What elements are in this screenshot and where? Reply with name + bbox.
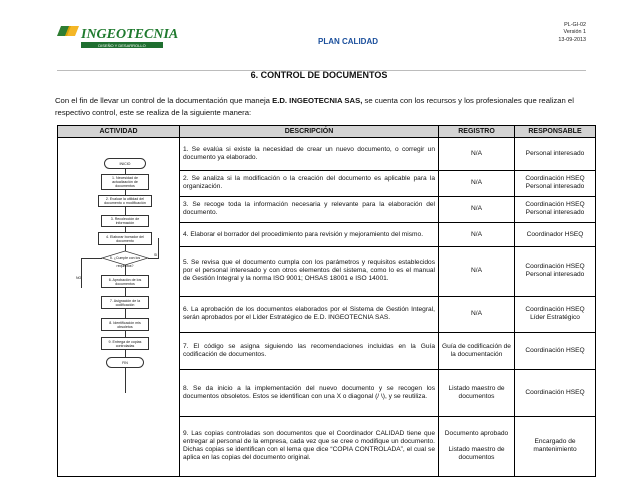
intro-paragraph [55,95,595,119]
flow-step-3: 3. Recolección de información [101,215,149,227]
svg-text:DISEÑO Y DESARROLLO: DISEÑO Y DESARROLLO [98,43,146,48]
table-row [58,138,596,171]
row-3-description: 3. Se recoge toda la información necesaria y relevante para la elaboración del documento. [180,196,439,222]
col-responsable: RESPONSABLE [515,126,596,138]
row-4-registro: N/A [439,222,515,247]
flow-step-9: 9. Entrega de copias controladas [101,337,149,350]
flow-start: INICIO [104,158,146,169]
row-7-description: 7. El código se asigna siguiendo las recomendaciones incluidas en la Guía codificación de documentos. [180,333,439,370]
row-3-responsable: Coordinación HSEQ Personal interesado [515,196,596,222]
svg-text:INGEOTECNIA: INGEOTECNIA [81,27,179,42]
procedure-table [57,125,596,477]
flow-step-7: 7. Asignación de la codificación [101,296,149,309]
row-7-registro: Guía de codificación de la documentación [439,333,515,370]
col-actividad: ACTIVIDAD [58,126,180,138]
document-code: PL-GI-02 [564,22,586,28]
flow-end: FIN [106,357,144,368]
row-5-registro: N/A [439,247,515,296]
intro-part2: se cuenta con los recursos y los profesionales que realizan el respectivo control, este se realiza de la siguiente manera: [55,96,574,117]
intro-part1: Con el fin de llevar un control de la documentación que maneja [55,96,273,105]
col-descripcion: DESCRIPCIÓN [180,126,439,138]
section-title: 6. CONTROL DE DOCUMENTOS [250,70,388,80]
row-2-registro: N/A [439,170,515,196]
row-9-registro: Documento aprobado Listado maestro de documentos [439,416,515,476]
flow-loop-left [81,258,102,259]
row-4-description: 4. Elaborar el borrador del procedimiento para revisión y mejoramiento del mismo. [180,222,439,247]
flow-step-6: 6. Aprobación de los documentos [101,275,149,288]
flow-step-5: 5. ¿Cumple con los requisitos? [109,256,141,268]
flow-step-4: 4. Elaborar borrador del documento [98,232,152,245]
flow-step-2: 2. Evaluar la utilidad del documento o modificación [98,195,152,207]
row-6-registro: N/A [439,296,515,333]
row-1-registro: N/A [439,138,515,171]
row-3-registro: N/A [439,196,515,222]
flow-loop-down [81,258,82,288]
row-1-responsable: Personal interesado [515,138,596,171]
row-5-description: 5. Se revisa que el documento cumpla con los parámetros y requisitos establecidos por el personal interesado y con otros elementos del sistema, como lo es el manual de Gestión Integral y la norma ISO 9001; OHSAS 18001 e ISO 14001. [180,247,439,296]
row-2-responsable: Coordinación HSEQ Personal interesado [515,170,596,196]
row-9-responsable: Encargado de mantenimiento [515,416,596,476]
plan-title: PLAN CALIDAD [318,37,378,46]
company-logo [57,22,179,56]
flowchart-cell [58,138,180,477]
flow-step-1: 1. Necesidad de actualización de documentos [101,174,149,190]
table-header-row [58,126,596,138]
flow-label-no: NO [76,276,82,280]
document-date: 13-09-2013 [558,36,586,43]
flowchart [61,139,183,475]
row-8-responsable: Coordinación HSEQ [515,370,596,416]
row-6-description: 6. La aprobación de los documentos elaborados por el Sistema de Gestión Integral, serán aprobados por el Líder Estratégico de E.D. INGEOTECNIA SAS. [180,296,439,333]
flow-loop-up [158,238,159,259]
row-1-description: 1. Se evalúa si existe la necesidad de crear un nuevo documento, o corregir un documento ya elaborado. [180,138,439,171]
row-6-responsable: Coordinación HSEQ Líder Estratégico [515,296,596,333]
intro-company: E.D. INGEOTECNIA SAS, [272,96,363,105]
row-5-responsable: Coordinación HSEQ Personal interesado [515,247,596,296]
document-meta [558,22,586,44]
row-4-responsable: Coordinador HSEQ [515,222,596,247]
row-2-description: 2. Se analiza si la modificación o la creación del documento es aplicable para la organización. [180,170,439,196]
col-registro: REGISTRO [439,126,515,138]
row-9-description: 9. Las copias controladas son documentos que el Coordinador CALIDAD tiene que entregar al personal de la empresa, cada vez que se cree o modifique un documento. Dichas copias se identifican con el lema que dice “COPIA CONTROLADA”, el cual se aplica en las copias del documento original. [180,416,439,476]
flow-label-yes: SI [154,253,158,257]
flow-step-8: 8. Identificación mis obsoletos [101,318,149,331]
row-7-responsable: Coordinación HSEQ [515,333,596,370]
row-8-registro: Listado maestro de documentos [439,370,515,416]
document-version: Versión 1 [563,29,586,36]
row-8-description: 8. Se da inicio a la implementación del nuevo documento y se recogen los documentos obsoletos. Estos se identifican con una X o diagonal (/ \), y se reutiliza. [180,370,439,416]
